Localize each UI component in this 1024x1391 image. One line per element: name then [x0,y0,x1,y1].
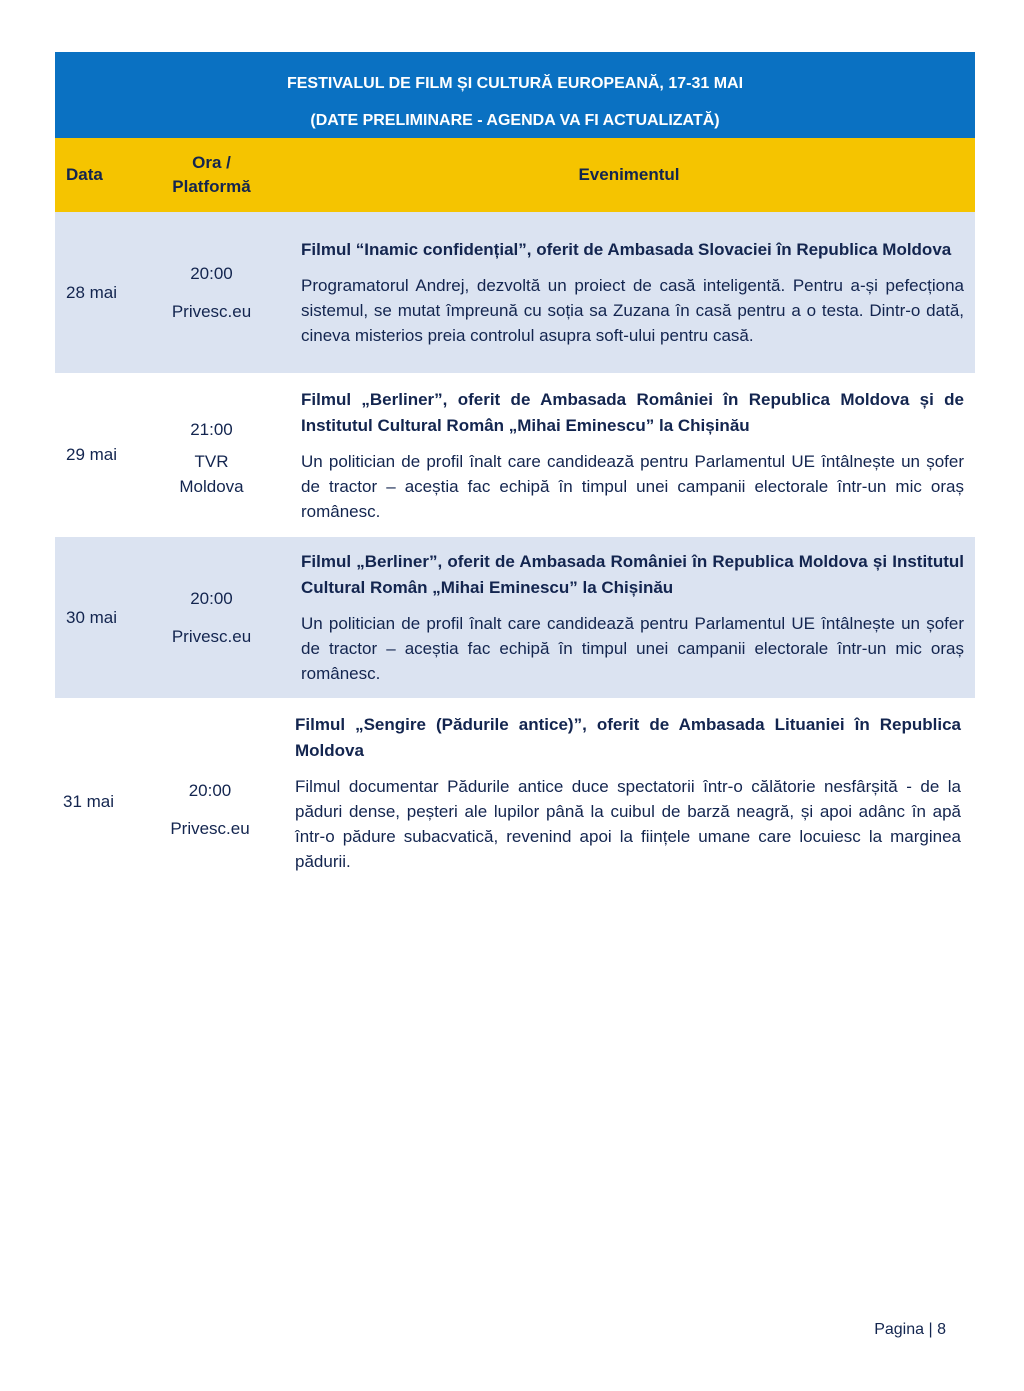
event-title: Filmul “Inamic confidențial”, oferit de Ambasada Slovaciei în Republica Moldova [301,240,952,259]
row-platform: Privesc.eu [171,301,252,321]
table-row [55,700,975,910]
row-time-platform [133,411,290,499]
event-description: Programatorul Andrej, dezvoltă un proiect de casă inteligentă. Pentru a-și pefecționa sistemul, se mutat împreună cu soția sa Zuzana în casă pentru a o testa. Dintr-o dată, cineva misterios preia controlul asupra soft-ului pentru casă. [301,276,964,345]
event-description: Un politician de profil înalt care candidează pentru Parlamentul UE întâlnește un șofer de tractor – aceștia fac echipă în timpul unei campanii electorale într-un mic oraș românesc. [301,451,964,521]
row-event [290,387,975,524]
row-time: 20:00 [190,263,233,283]
row-time: 20:00 [190,588,233,608]
row-platform: Privesc.eu [170,819,250,838]
event-title: Filmul „Berliner”, oferit de Ambasada României în Republica Moldova și de Institutul Cultural Român „Mihai Eminescu” la Chișinău [301,389,964,435]
event-title: Filmul „Sengire (Pădurile antice)”, oferit de Ambasada Lituaniei în Republica Moldova [295,715,961,760]
row-platform: TVR [194,452,229,471]
event-description: Un politician de profil înalt care candidează pentru Parlamentul UE întâlnește un șofer de tractor – aceștia fac echipă în timpul unei campanii electorale într-un mic oraș românesc. [301,614,964,683]
row-date: 31 mai [63,792,115,811]
table-title: FESTIVALUL DE FILM ȘI CULTURĂ EUROPEANĂ, 17-31 MAI [286,75,744,92]
event-title: Filmul „Berliner”, oferit de Ambasada României în Republica Moldova și Institutul Cultural Român „Mihai Eminescu” la Chișinău [301,552,964,597]
header-date: Data [66,165,103,184]
row-event [290,237,975,348]
row-time-platform [133,255,290,331]
table-row [55,537,975,698]
table-header-row [55,138,975,212]
header-time-line1: Ora / [192,153,231,172]
footer-divider: | [928,1321,933,1338]
event-description: Filmul documentar Pădurile antice duce spectatorii într-o călătorie nesfârșită - de la păduri dense, peșteri ale lupilor până la cuibul de barză neagră, și apoi adânc în apă într-o pădure subacvatică, revenind apoi la ființele umane care locuiesc la marginea pădurii. [295,777,961,871]
row-event [287,712,975,874]
table-row [55,212,975,373]
header-event: Evenimentul [578,165,680,184]
row-date: 28 mai [66,282,118,302]
table-row [55,375,975,535]
festival-schedule-table [55,52,975,910]
header-time-platform [133,151,290,199]
row-time: 20:00 [188,781,232,800]
row-event [290,549,975,686]
row-platform: Privesc.eu [171,626,252,646]
row-time: 21:00 [190,420,233,439]
footer-label: Pagina [874,1321,925,1338]
row-time-platform [133,772,287,848]
page-footer [874,1321,946,1339]
header-time-line2: Platformă [172,177,251,196]
table-title-band [55,52,975,138]
row-date: 29 mai [66,445,118,464]
table-subtitle: (DATE PRELIMINARE - AGENDA VA FI ACTUALIZATĂ) [310,112,720,129]
row-time-platform [133,580,290,656]
page-number: 8 [937,1321,946,1338]
row-platform-line2: Moldova [179,477,244,496]
row-date: 30 mai [66,607,118,627]
